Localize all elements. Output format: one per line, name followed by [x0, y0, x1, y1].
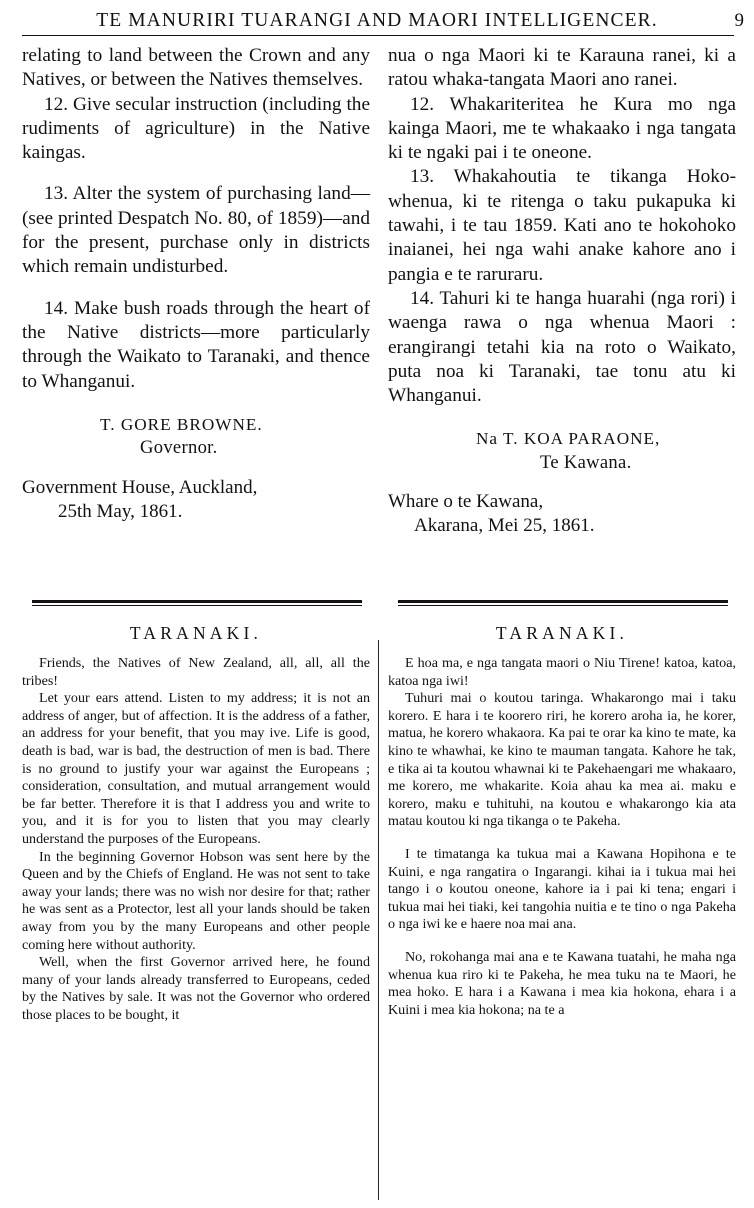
left-section-divider: [32, 600, 362, 607]
page-number: 9: [734, 10, 744, 31]
right-column-top-text: [388, 44, 736, 538]
paragraph: 13. Whakahoutia te tikanga Hoko-whenua, ki te ritenga o taku pukapuka ki tawahi, i te tau 1859. Kati ano te hokohoko inaianei, hei nga wahi anake kahore ano i pangia e te raruraru.: [388, 166, 736, 285]
paragraph: I te timatanga ka tukua mai a Kawana Hopihona e te Kuini, e nga rangatira o Ingarangi. kihai ia i tukua mai hei tango i o koutou oneone, kahore ia i pai ki tena; engari i tukua mai hei tiaki, kei tangohia nuitia e te tino o nga Pakeha o nga iwi ke e haere noa mai ana.: [388, 845, 736, 933]
paragraph: In the beginning Governor Hobson was sent here by the Queen and by the Chiefs of England. He was not sent to take away your lands; there was no wish nor desire for that; rather he was sent as a Protector, lest all your lands should be taken away from you by the many Europeans and other people coming here without authority.: [22, 848, 370, 953]
address-block: [22, 476, 370, 524]
signature-block: [388, 427, 736, 474]
paragraph: 13. Alter the system of purchasing land—(see printed Despatch No. 80, of 1859)—and for the present, purchase only in districts which remain undisturbed.: [22, 183, 370, 278]
paragraph: 12. Give secular instruction (including the rudiments of agriculture) in the Native kaingas.: [22, 93, 370, 164]
paragraph: E hoa ma, e nga tangata maori o Niu Tirene! katoa, katoa, katoa nga iwi!: [388, 655, 736, 689]
paragraph: relating to land between the Crown and any Natives, or between the Natives themselves.: [22, 45, 370, 91]
running-head-title: TE MANURIRI TUARANGI AND MAORI INTELLIGENCER.: [96, 10, 658, 31]
signature-block: [22, 413, 370, 460]
left-section-heading: TARANAKI.: [129, 623, 263, 643]
paragraph: 14. Make bush roads through the heart of the Native districts—more particularly through the Waikato to Taranaki, and thence to Whanganui.: [22, 297, 370, 392]
running-head: [0, 10, 754, 36]
right-column: [388, 44, 736, 538]
address-block: [388, 490, 736, 538]
right-section-heading: TARANAKI.: [495, 623, 629, 643]
paragraph: Let your ears attend. Listen to my address; it is not an address of anger, but of affection. It is the address of a father, an address for your benefit, that you may ive. Life is good, death is bad, war is bad, the destruction of men is bad. There is no ground to justify your war against the Europeans ; consideration, consultation, and mutual arrangement would be far better. Therefore it is that I address you and write to you, and it is for you to listen that you may clearly understand the purposes of the Europeans.: [22, 690, 370, 847]
column-divider-rule: [378, 640, 379, 1200]
paragraph: Tuhuri mai o koutou taringa. Whakarongo mai i taku korero. E hara i te koorero riri, he korero aroha ia, he korer, matua, he korero whakaora. Ka pai te orar ka kino te mate, ka kino te whawhai, ke kino te mauman tangata. Kahore he tak, e tika ai ta koutou whawnai ki te Pakehaengari me whakaaro, me korero, me whakarite. Koia ahau ka mea ai. maku e korero, maku e tuhituhi, na koutou e whakarongo kia ata matau koutou ki nga tikanga o te Pakeha.: [388, 690, 736, 830]
paragraph: 12. Whakariteritea he Kura mo nga kainga Maori, me te whakaako i nga tangata ki te ngaki pai i te oneone.: [388, 93, 736, 164]
address-line: 25th May, 1861.: [58, 500, 183, 522]
address-line: Akarana, Mei 25, 1861.: [414, 515, 595, 537]
left-column: [22, 44, 370, 524]
signature-name: T. GORE BROWNE.: [100, 414, 263, 434]
paragraph: nua o nga Maori ki te Karauna ranei, ki a ratou whaka-tangata Maori ano ranei.: [388, 45, 736, 91]
paragraph: 14. Tahuri ki te hanga huarahi (nga rori) i waenga rawa o nga whenua Maori : erangirangi tetahi kia na roto o Waikato, puta noa ki Taranaki, tae tonu atu ki Whanganui.: [388, 287, 736, 407]
left-column-body: [22, 655, 370, 1024]
paragraph: No, rokohanga mai ana e te Kawana tuatahi, he maha nga whenua kua riro ki te Pakeha, he mea tuku na te Maori, he mea hoko. E hara i a Kawana i mea kia hokona, ehara i a Kuini i mea kia hokona; na te a: [388, 948, 736, 1018]
paragraph: Well, when the first Governor arrived here, he found many of your lands already transferred to Europeans, ceded by the Natives by sale. It was not the Governor who ordered those places to be bought, it: [22, 954, 370, 1023]
paragraph: Friends, the Natives of New Zealand, all, all, all the tribes!: [22, 655, 370, 689]
header-rule: [22, 35, 734, 36]
signature-title: Te Kawana.: [540, 451, 632, 473]
address-line: Government House, Auckland,: [22, 476, 258, 498]
signature-name: Na T. KOA PARAONE,: [476, 429, 661, 449]
right-section-divider: [398, 600, 728, 607]
signature-title: Governor.: [140, 437, 218, 459]
right-column-body: [388, 655, 736, 1019]
address-line: Whare o te Kawana,: [388, 491, 544, 513]
left-column-top-text: [22, 44, 370, 524]
